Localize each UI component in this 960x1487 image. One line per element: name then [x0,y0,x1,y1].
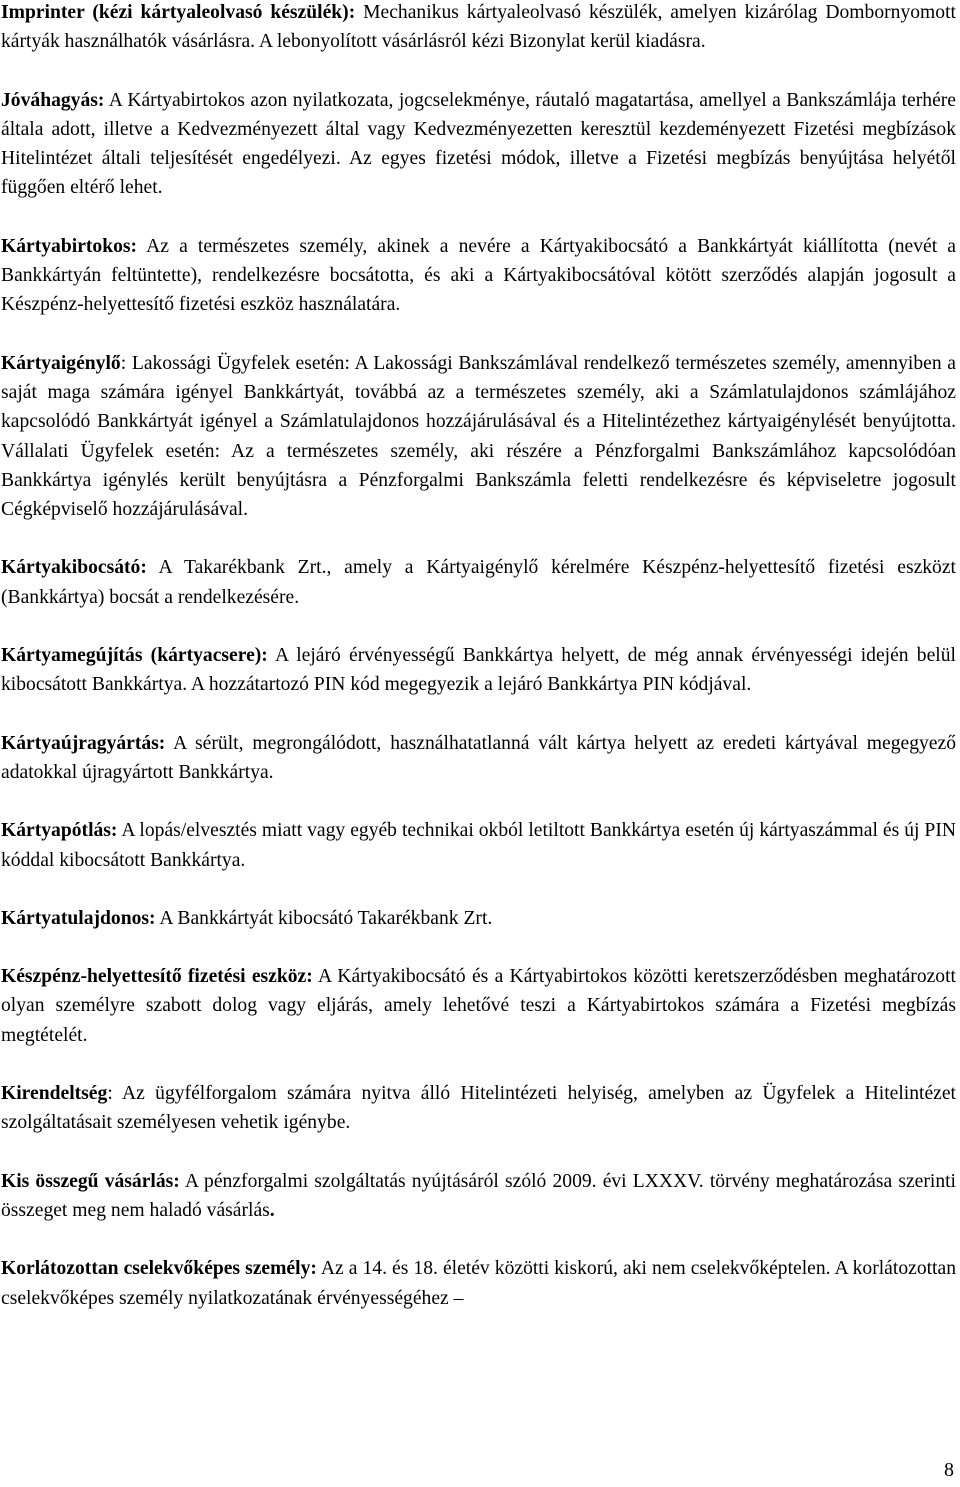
definition-term: Imprinter (kézi kártyaleolvasó készülék): [1,2,356,23]
definition-term: Készpénz-helyettesítő fizetési eszköz: [1,966,313,988]
definition-text: A Takarékbank Zrt., amely a Kártyaigénylő kérelmére Készpénz-helyettesítő fizetési eszközt (Bankkártya) bocsát a rendelkezésére. [1,557,956,608]
definition-text: Az a 14. és 18. életév közötti kiskorú, aki nem cselekvőképtelen. A korlátozottan cselekvőképes személy nyilatkozatának érvényességéhez – [1,1258,956,1309]
definition-korlatozottan-cselekvokepes [1,1254,956,1313]
page-number: 8 [944,1459,954,1481]
definition-kartyabirtokos [1,232,956,320]
definition-text: : Az ügyfélforgalom számára nyitva álló Hitelintézeti helyiség, amelyben az Ügyfelek a Hitelintézet szolgáltatásait személyesen vehetik igénybe. [1,1083,956,1134]
definition-term: Korlátozottan cselekvőképes személy: [1,1258,317,1280]
definition-text: : Lakossági Ügyfelek esetén: A Lakossági Bankszámlával rendelkező természetes személy, amennyiben a saját maga számára igényel Bankkártyát, továbbá az a természetes személy, aki a Számlatulajdonos számlájához kapcsolódó Bankkártyát igényel a Számlatulajdonos hozzájárulásával és a Hitelintézethez kártyaigénylését benyújtotta. Vállalati Ügyfelek esetén: Az a természetes személy, aki részére a Pénzforgalmi Bankszámlához kapcsolódóan Bankkártya igénylés került benyújtásra a Pénzforgalmi Bankszámla feletti rendelkezésre és képviseletre jogosult Cégképviselő hozzájárulásával. [1,352,956,521]
definition-kartyaigenylo [1,349,956,525]
definition-term: Jóváhagyás: [1,89,105,111]
definition-term: Kártyaigénylő [1,352,121,374]
document-page [1,0,956,1342]
definition-kartyakibocsato [1,553,956,612]
definition-kis-osszegu-vasarlas [1,1167,956,1226]
definition-text: A sérült, megrongálódott, használhatatlanná vált kártya helyett az eredeti kártyával megegyező adatokkal újragyártott Bankkártya. [1,732,956,783]
definition-kartyatulajdonos [1,904,956,933]
definition-kartyaujragyartas [1,729,956,788]
definition-term: Kártyabirtokos: [1,235,138,257]
definition-imprinter [1,0,956,57]
definition-kartyapotlas [1,816,956,875]
definition-kartyamegujitas [1,641,956,700]
definition-text: A lejáró érvényességű Bankkártya helyett, de még annak érvényességi idején belül kibocsátott Bankkártya. A hozzátartozó PIN kód megegyezik a lejáró Bankkártya PIN kódjával. [1,645,956,696]
definition-text: A lopás/elvesztés miatt vagy egyéb technikai okból letiltott Bankkártya esetén új kártyaszámmal és új PIN kóddal kibocsátott Bankkártya. [1,820,956,871]
definition-term: Kártyamegújítás (kártyacsere): [1,645,268,667]
definition-text: Az a természetes személy, akinek a nevére a Kártyakibocsátó a Bankkártyát kiállította (nevét a Bankkártyán feltüntette), rendelkezésre bocsátotta, és aki a Kártyakibocsátóval kötött szerződés alapján jogosult a Készpénz-helyettesítő fizetési eszköz használatára. [1,235,956,316]
definition-end-period: . [269,1199,275,1221]
definition-term: Kártyaújragyártás: [1,732,166,754]
definition-term: Kártyatulajdonos: [1,907,156,929]
definition-text: A Kártyakibocsátó és a Kártyabirtokos közötti keretszerződésben meghatározott olyan személyre szabott dolog vagy eljárás, amely lehetővé teszi a Kártyabirtokos számára a Fizetési megbízás megtételét. [1,966,956,1046]
definition-term: Kártyapótlás: [1,820,118,842]
definition-text: A Bankkártyát kibocsátó Takarékbank Zrt. [155,907,493,929]
definition-term: Kirendeltség [1,1083,108,1105]
definition-text: A pénzforgalmi szolgáltatás nyújtásáról szóló 2009. évi LXXXV. törvény meghatározása szerinti összeget meg nem haladó vásárlás [1,1170,957,1221]
definition-kirendeltseg [1,1079,956,1138]
definition-keszpenz-helyettesito [1,962,956,1050]
definition-term: Kártyakibocsátó: [1,557,147,579]
definition-text: A Kártyabirtokos azon nyilatkozata, jogcselekménye, ráutaló magatartása, amellyel a Bankszámlája terhére általa adott, illetve a Kedvezményezett által vagy Kedvezményezetten keresztül kezdeményezett Fizetési megbízások Hitelintézet általi teljesítését engedélyezi. Az egyes fizetési módok, illetve a Fizetési megbízás benyújtása helyétől függően eltérő lehet. [1,89,956,199]
definition-term: Kis összegű vásárlás: [1,1170,180,1192]
definition-jovahagyas [1,86,956,203]
definition-text: Mechanikus kártyaleolvasó készülék, amelyen kizárólag Dombornyomott kártyák használhatók vásárlásra. A lebonyolított vásárlásról kézi Bizonylat kerül kiadásra. [1,2,956,53]
